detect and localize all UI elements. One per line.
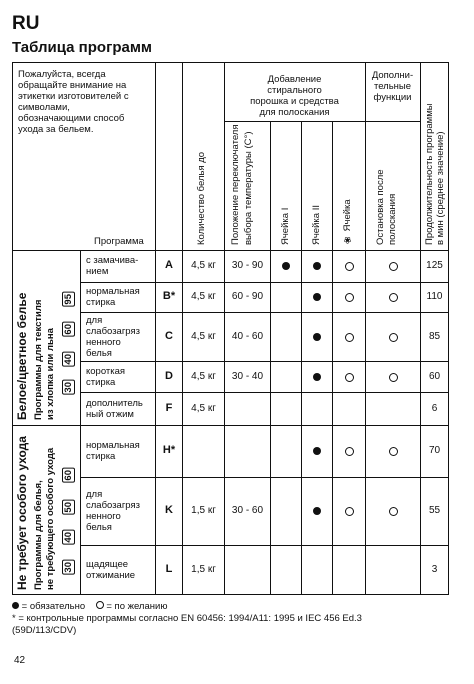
program-name: ненного — [86, 336, 121, 348]
detergent-header-line: порошка и средства — [250, 96, 339, 107]
program-code: B* — [162, 290, 176, 302]
program-name: слабозагряз — [86, 325, 140, 337]
temperature-cell: 60 - 90 — [231, 291, 264, 302]
extra-header-line: Дополни- — [371, 70, 414, 81]
program-name: белья — [86, 347, 112, 359]
intro-line: ухода за бельем. — [18, 124, 94, 135]
legend-required: = обязательно — [21, 601, 86, 612]
wash-temp-symbol: 30 — [63, 382, 74, 393]
intro-line: этикетки изготовителей с — [18, 91, 129, 102]
detergent-header — [224, 74, 365, 118]
filled-dot-icon — [313, 373, 321, 381]
footnote-line2: (59D/113/CDV) — [12, 625, 77, 636]
group-sub-line2: не требующего особого ухода — [45, 447, 56, 590]
detergent-header-line: для полоскания — [259, 107, 330, 118]
load-cell: 4,5 кг — [191, 370, 216, 382]
load-cell: 4,5 кг — [191, 260, 216, 271]
group-sub-line1: Программы для текстиля — [33, 299, 44, 420]
program-name: слабозагряз — [86, 500, 140, 511]
wash-temp-symbol: 60 — [63, 470, 74, 481]
program-name: щадящее — [86, 558, 129, 570]
compartment3-header — [342, 180, 353, 245]
intro-line: Пожалуйста, всегда — [18, 69, 106, 80]
filled-dot-icon — [313, 293, 321, 301]
program-code: K — [165, 504, 173, 516]
duration-cell: 125 — [426, 260, 443, 271]
compartment3-label: Ячейка — [342, 199, 353, 232]
selector-column-header-line1: Положение переключателя — [230, 124, 241, 245]
intro-line: обращайте внимание на — [18, 80, 127, 91]
page-number: 42 — [14, 655, 26, 666]
open-circle-icon — [345, 262, 354, 271]
program-name: для — [86, 489, 103, 500]
program-code: C — [165, 329, 173, 342]
wash-temp-symbol: 50 — [63, 502, 74, 513]
program-code: L — [165, 562, 173, 575]
program-code: D — [165, 369, 173, 382]
footnote-line1: * = контрольные программы согласно EN 60456: 1994/A11: 1995 и IEC 456 Ed.3 — [12, 613, 362, 624]
program-name: для — [86, 314, 103, 326]
open-circle-icon — [389, 333, 398, 342]
open-circle-icon — [96, 601, 104, 609]
group-label-white-colored: Белое/цветное белье — [15, 292, 29, 420]
wash-temp-symbol: 40 — [63, 354, 74, 365]
program-name: короткая — [86, 365, 126, 377]
load-cell: 1,5 кг — [191, 505, 216, 516]
filled-dot-icon — [12, 602, 19, 609]
detergent-header-line: стирального — [267, 85, 322, 96]
language-code: RU — [12, 13, 40, 34]
temperature-cell: 30 - 90 — [231, 260, 264, 271]
program-code: F — [165, 401, 173, 414]
intro-line: символами, — [18, 102, 70, 113]
open-circle-icon — [345, 293, 354, 302]
open-circle-icon — [345, 507, 354, 516]
program-name: нием — [86, 266, 109, 277]
rinse-hold-header-line2: полоскания — [387, 193, 398, 245]
duration-cell: 3 — [431, 563, 438, 575]
program-name: ненного — [86, 511, 121, 522]
filled-dot-icon — [313, 507, 321, 515]
duration-header-line2: в мин (среднее значение) — [435, 131, 446, 245]
program-name: дополнитель — [86, 397, 143, 409]
open-circle-icon — [389, 293, 398, 302]
program-name: нормальная — [86, 440, 140, 451]
program-name: с замачива- — [86, 255, 139, 266]
detergent-header-line: Добавление — [267, 74, 322, 85]
load-cell: 1,5 кг — [191, 563, 216, 575]
group-sub-line1: Программы для белья, — [33, 480, 44, 590]
group-sub-line2: из хлопка или льна — [45, 328, 56, 420]
intro-text — [18, 69, 129, 135]
rinse-hold-header-line1: Остановка после — [375, 169, 386, 245]
wash-temp-symbol: 30 — [63, 562, 74, 573]
filled-dot-icon — [282, 262, 290, 270]
load-column-header: Количество белья до — [196, 151, 207, 245]
program-name: стирка — [86, 297, 116, 308]
duration-cell: 55 — [428, 505, 441, 516]
wash-temp-symbol: 95 — [63, 294, 74, 305]
program-code: A — [165, 259, 173, 271]
load-cell: 4,5 кг — [191, 291, 216, 302]
program-code: H* — [162, 444, 176, 456]
legend-optional: = по желанию — [106, 601, 168, 612]
wash-temp-symbol: 60 — [63, 324, 74, 335]
open-circle-icon — [389, 447, 398, 456]
wash-temp-symbol: 40 — [63, 532, 74, 543]
duration-cell: 60 — [428, 370, 441, 382]
duration-cell: 70 — [428, 445, 441, 456]
load-cell: 4,5 кг — [191, 402, 216, 414]
filled-dot-icon — [313, 333, 321, 341]
filled-dot-icon — [313, 447, 321, 455]
group-label-easy-care: Не требует особого ухода — [15, 436, 29, 590]
program-name: стирка — [86, 376, 116, 388]
extra-header-line: функции — [373, 92, 412, 103]
selector-column-header-line2: выбора температуры (C°) — [243, 131, 254, 245]
program-name: белья — [86, 522, 112, 533]
open-circle-icon — [389, 373, 398, 382]
program-name: отжимание — [86, 569, 136, 581]
flower-icon: ❀ — [342, 231, 353, 245]
temperature-cell: 30 - 60 — [231, 505, 264, 516]
open-circle-icon — [345, 333, 354, 342]
extra-header-line: тельные — [373, 81, 412, 92]
legend-symbols — [12, 601, 167, 613]
program-name: нормальная — [86, 286, 140, 297]
program-name: стирка — [86, 451, 116, 462]
program-column-header: Программа — [94, 236, 144, 247]
duration-cell: 85 — [428, 330, 441, 342]
temperature-cell: 40 - 60 — [231, 330, 264, 342]
duration-cell: 110 — [426, 291, 443, 302]
open-circle-icon — [345, 373, 354, 382]
temperature-cell: 30 - 40 — [231, 370, 264, 382]
open-circle-icon — [389, 507, 398, 516]
extra-functions-header — [365, 70, 420, 103]
program-name: ный отжим — [86, 408, 134, 420]
load-cell: 4,5 кг — [191, 330, 216, 342]
filled-dot-icon — [313, 262, 321, 270]
open-circle-icon — [345, 447, 354, 456]
duration-cell: 6 — [431, 402, 438, 414]
open-circle-icon — [389, 262, 398, 271]
compartment1-header: Ячейка I — [280, 207, 291, 245]
intro-line: обозначающими способ — [18, 113, 125, 124]
duration-header-line1: Продолжительность программы — [424, 103, 435, 245]
page-title: Таблица программ — [12, 39, 153, 56]
compartment2-header: Ячейка II — [311, 205, 322, 245]
